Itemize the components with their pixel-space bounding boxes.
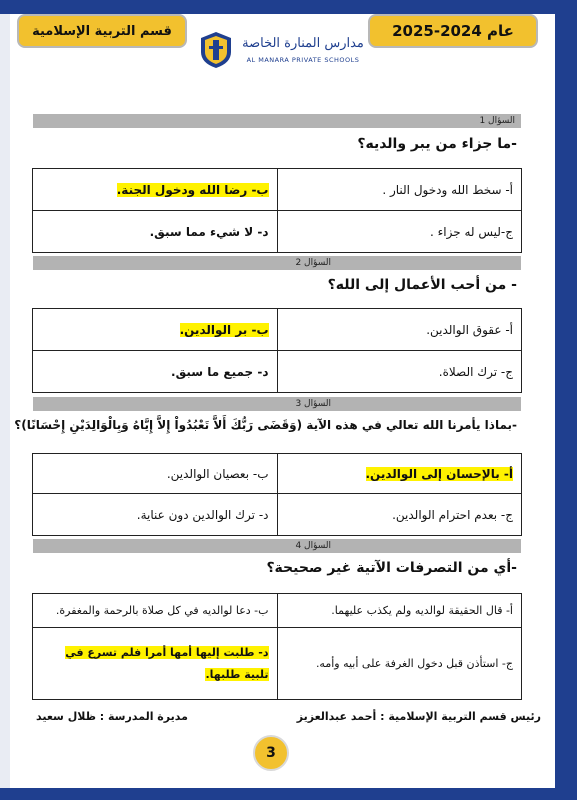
question-text: -بماذا يأمرنا الله تعالي في هذه الآية (وَقَضَى رَبُّكَ أَلاَّ تَعْبُدُواْ إِلاَّ إِيَّاهُ وَبِالْوَالِدَيْنِ إِحْسَانًا)؟: [14, 418, 517, 432]
question-text: - من أحب الأعمال إلى الله؟: [327, 277, 517, 293]
head-of-department-signature: رئيس قسم التربية الإسلامية : أحمد عبدالعزيز: [296, 710, 541, 723]
option-c: ج-ليس له جزاء .: [277, 211, 522, 253]
option-a: أ- بالإحسان إلى الوالدين.: [277, 454, 522, 494]
options-table: [32, 453, 522, 536]
academic-year-label: عام 2024-2025: [368, 14, 538, 48]
option-a: أ- قال الحقيقة لوالديه ولم يكذب عليهما.: [277, 594, 522, 628]
school-name-arabic: مدارس المنارة الخاصة: [242, 36, 364, 51]
option-b: ب- بعصيان الوالدين.: [33, 454, 278, 494]
question-label: السؤال 2: [33, 256, 521, 270]
option-b: ب- رضا الله ودخول الجنة.: [33, 169, 278, 211]
option-c: ج- استأذن قبل دخول الغرفة على أبيه وأمه.: [277, 628, 522, 700]
question-label: السؤال 3: [33, 397, 521, 411]
option-d: د- طلبت إليها أمها أمرا فلم تسرع في تلبية طلبها.: [33, 628, 278, 700]
department-label: قسم التربية الإسلامية: [17, 14, 187, 48]
question-text: -ما جزاء من يبر والديه؟: [357, 136, 517, 152]
school-crest-icon: [198, 30, 234, 70]
option-d: د- ترك الوالدين دون عناية.: [33, 494, 278, 536]
options-table: [32, 168, 522, 253]
option-b: ب- دعا لوالديه في كل صلاة بالرحمة والمغفرة.: [33, 594, 278, 628]
options-table: [32, 308, 522, 393]
principal-signature: مديرة المدرسة : ظلال سعيد: [36, 710, 188, 723]
option-a: أ- سخط الله ودخول النار .: [277, 169, 522, 211]
option-c: ج- ترك الصلاة.: [277, 351, 522, 393]
page-left-border: [0, 0, 10, 800]
option-d: د- جميع ما سبق.: [33, 351, 278, 393]
page-bottom-border: [0, 788, 577, 800]
question-label: السؤال 1: [33, 114, 521, 128]
option-c: ج- بعدم احترام الوالدين.: [277, 494, 522, 536]
question-text: -أي من التصرفات الآتية غير صحيحة؟: [266, 560, 517, 576]
page-top-border: [0, 0, 577, 14]
question-label: السؤال 4: [33, 539, 521, 553]
school-logo: [198, 30, 368, 78]
page-right-border: [555, 0, 577, 800]
options-table: [32, 593, 522, 700]
page-number: 3: [253, 735, 289, 771]
option-b: ب- بر الوالدين.: [33, 309, 278, 351]
option-a: أ- عقوق الوالدين.: [277, 309, 522, 351]
school-name-english: AL MANARA PRIVATE SCHOOLS: [246, 56, 360, 64]
option-d: د- لا شيء مما سبق.: [33, 211, 278, 253]
